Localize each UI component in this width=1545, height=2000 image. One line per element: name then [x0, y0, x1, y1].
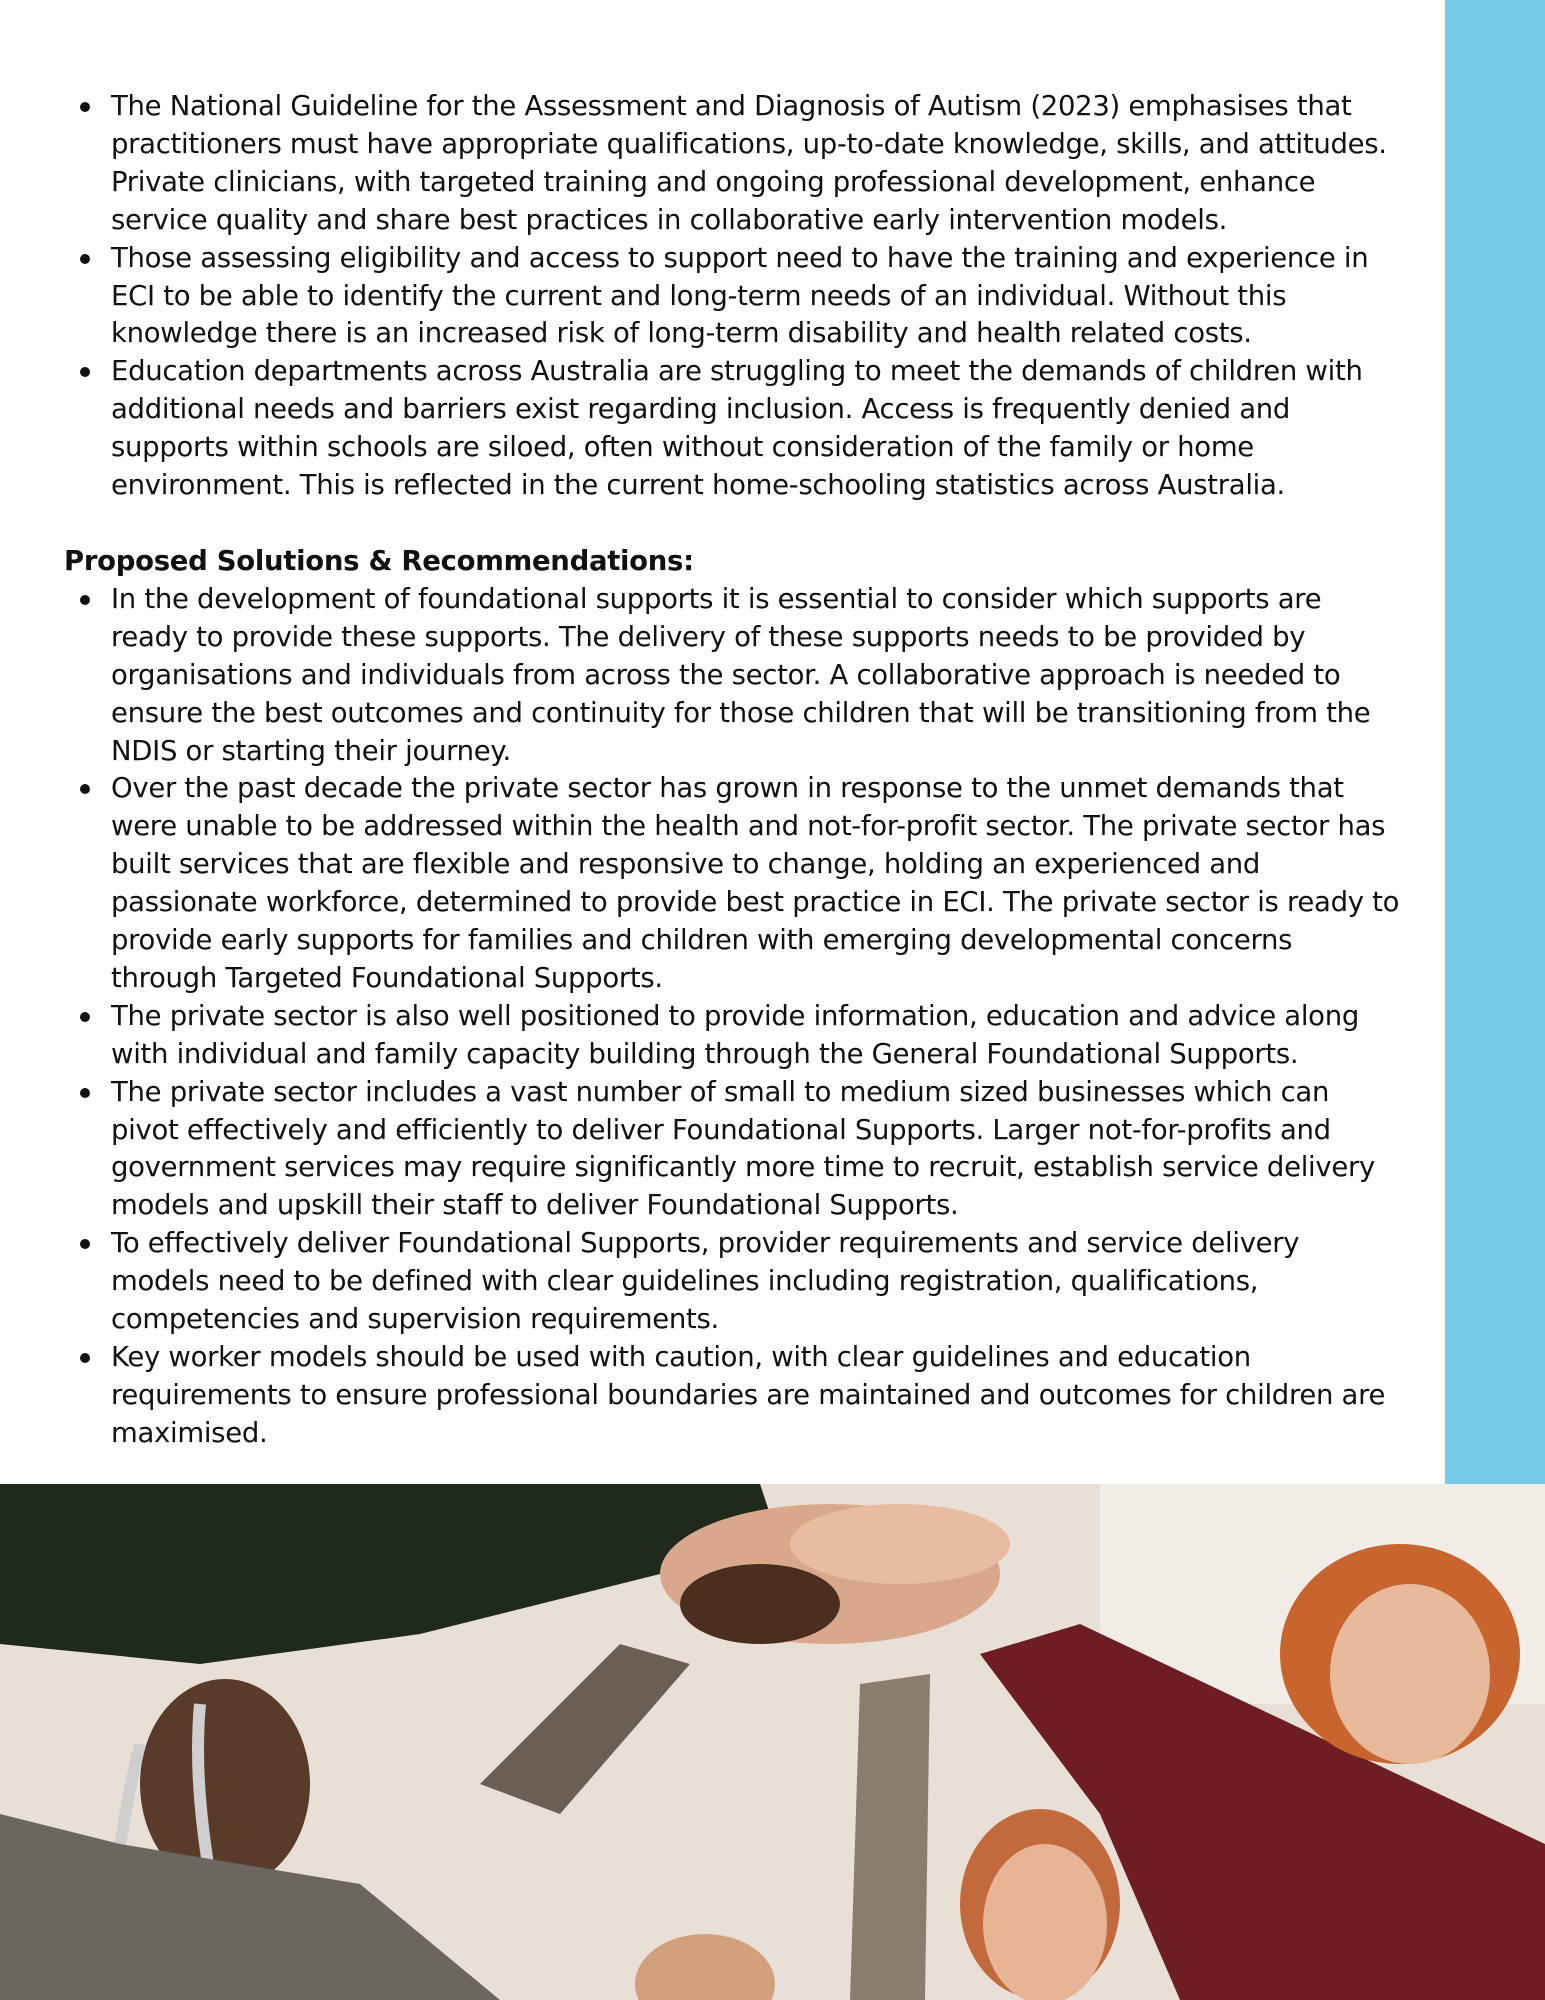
list-item: Education departments across Australia are struggling to meet the demands of children with additional needs and barriers exist regarding inclusion. Access is frequently denied and supports within schools are siloed, often without consideration of the family or home environment. This is reflected in the current home-schooling statistics across Australia. — [64, 353, 1404, 505]
list-item: Those assessing eligibility and access to support need to have the training and experience in ECI to be able to identify the current and long-term needs of an individual. Without this knowledge there is an increased risk of long-term disability and health related costs. — [64, 240, 1404, 354]
list-item: To effectively deliver Foundational Supports, provider requirements and service delivery models need to be defined with clear guidelines including registration, qualifications, competencies and supervision requirements. — [64, 1225, 1404, 1339]
arm-beige-sleeve — [850, 1674, 930, 2000]
document-body — [64, 88, 1404, 1453]
solutions-bullet-list — [64, 581, 1404, 1453]
list-item: The private sector is also well positioned to provide information, education and advice along with individual and family capacity building through the General Foundational Supports. — [64, 998, 1404, 1074]
list-item: The private sector includes a vast number of small to medium sized businesses which can pivot effectively and efficiently to deliver Foundational Supports. Larger not-for-profits and government services may require significantly more time to recruit, establish service delivery models and upskill their staff to deliver Foundational Supports. — [64, 1074, 1404, 1226]
list-item: Key worker models should be used with caution, with clear guidelines and education requirements to ensure professional boundaries are maintained and outcomes for children are maximised. — [64, 1339, 1404, 1453]
section-heading: Proposed Solutions & Recommendations: — [64, 544, 694, 577]
light-hand — [790, 1504, 1010, 1584]
man-face — [983, 1844, 1107, 2000]
list-item: Over the past decade the private sector has grown in response to the unmet demands that were unable to be addressed within the health and not-for-profit sector. The private sector has built services that are flexible and responsive to change, holding an experienced and passionate workforce, determined to provide best practice in ECI. The private sector is ready to provide early supports for families and children with emerging developmental concerns through Targeted Foundational Supports. — [64, 770, 1404, 997]
list-item: In the development of foundational supports it is essential to consider which supports are ready to provide these supports. The delivery of these supports needs to be provided by organisations and individuals from across the sector. A collaborative approach is needed to ensure the best outcomes and continuity for those children that will be transitioning from the NDIS or starting their journey. — [64, 581, 1404, 771]
woman-face — [1330, 1584, 1490, 1764]
dark-hand — [680, 1564, 840, 1644]
intro-bullet-list — [64, 88, 1404, 505]
list-item: The National Guideline for the Assessment and Diagnosis of Autism (2023) emphasises that practitioners must have appropriate qualifications, up-to-date knowledge, skills, and attitudes. Private clinicians, with targeted training and ongoing professional development, enhance service quality and share best practices in collaborative early intervention models. — [64, 88, 1404, 240]
accent-side-bar — [1445, 0, 1545, 1484]
team-hands-photo — [0, 1484, 1545, 2000]
team-hands-illustration — [0, 1484, 1545, 2000]
